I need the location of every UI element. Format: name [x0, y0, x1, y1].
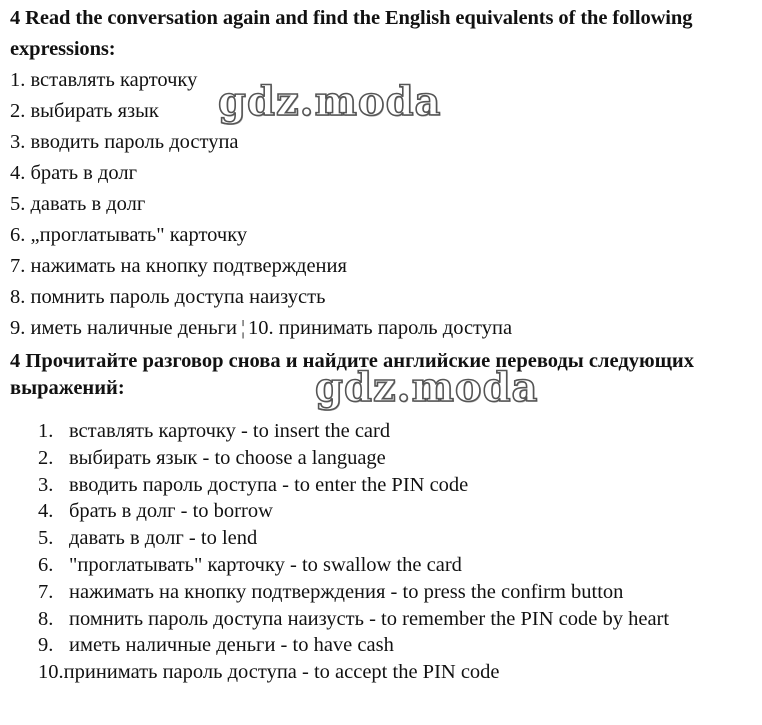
answer-number: 2.	[38, 446, 54, 469]
watermark-logo: gdz.moda	[218, 78, 442, 125]
list-item: 4. брать в долг	[10, 162, 138, 184]
list-item: 5. давать в долг	[10, 193, 146, 215]
answer-text: иметь наличные деньги - to have cash	[69, 634, 394, 657]
answer-number: 1.	[38, 420, 54, 442]
list-item: 6. „проглатывать" карточку	[10, 224, 248, 246]
answer-text: выбирать язык - to choose a language	[69, 446, 386, 469]
answer-number: 8.	[38, 607, 54, 630]
list-item: 3. вводить пароль доступа	[10, 131, 239, 153]
answer-text: давать в долг - to lend	[69, 527, 258, 550]
list-item-9: 9. иметь наличные деньги	[10, 317, 237, 339]
answer-text: помнить пароль доступа наизусть - to remember the PIN code by heart	[69, 607, 670, 630]
answer-number: 9.	[38, 634, 54, 657]
list-item: 7. нажимать на кнопку подтверждения	[10, 255, 347, 277]
expression-list	[10, 65, 755, 344]
item-separator: ¦	[240, 317, 246, 339]
task-heading-russian: 4 Прочитайте разговор снова и найдите английские переводы следующих выражений:	[10, 350, 694, 399]
answer-text: "проглатывать" карточку - to swallow the card	[69, 553, 462, 576]
answer-item	[38, 659, 758, 686]
answer-text: принимать пароль доступа - to accept the PIN code	[63, 661, 500, 684]
list-item: 2. выбирать язык	[10, 100, 159, 122]
answer-number: 6.	[38, 553, 54, 576]
answer-number: 7.	[38, 580, 54, 603]
watermark-logo: gdz.moda	[315, 364, 539, 411]
answer-item	[38, 552, 758, 579]
answer-text: брать в долг - to borrow	[69, 500, 273, 523]
answer-item	[38, 579, 758, 606]
answer-item	[38, 445, 758, 472]
task-english	[10, 3, 755, 402]
task-heading-english: 4 Read the conversation again and find the English equivalents of the following expressions:	[10, 7, 693, 60]
answer-text: нажимать на кнопку подтверждения - to press the confirm button	[69, 580, 624, 603]
answer-item	[38, 525, 758, 552]
answer-item	[38, 632, 758, 659]
answer-number: 5.	[38, 527, 54, 550]
answer-number: 10.	[38, 661, 64, 684]
list-item-10: 10. принимать пароль доступа	[248, 317, 513, 339]
list-item-combined	[10, 313, 755, 344]
answer-number: 3.	[38, 473, 54, 496]
list-item: 8. помнить пароль доступа наизусть	[10, 286, 326, 308]
answer-item	[38, 606, 758, 633]
list-item: 1. вставлять карточку	[10, 69, 198, 91]
answer-item	[38, 472, 758, 499]
answer-text: вставлять карточку - to insert the card	[69, 420, 391, 442]
answer-number: 4.	[38, 500, 54, 523]
answer-list	[38, 418, 758, 686]
answer-item	[38, 498, 758, 525]
answer-text: вводить пароль доступа - to enter the PIN code	[69, 473, 469, 496]
answer-item	[38, 418, 758, 445]
